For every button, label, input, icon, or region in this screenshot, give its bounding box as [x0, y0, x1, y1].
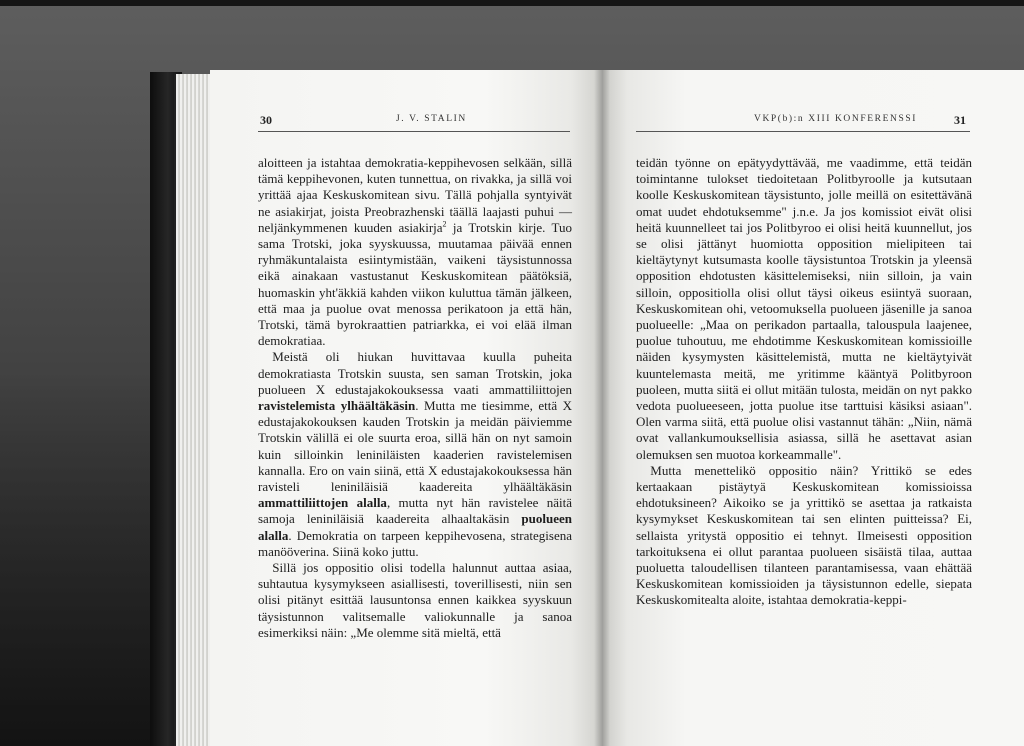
- footnote-marker: 2: [442, 219, 447, 229]
- right-page: [602, 70, 1024, 746]
- emphasized-text: ravistelemista ylhäältäkäsin: [258, 398, 416, 414]
- paragraph: [636, 463, 972, 609]
- emphasized-text: puolueen alalla: [258, 511, 572, 543]
- paragraph: [636, 155, 972, 463]
- left-page-number: 30: [260, 113, 272, 127]
- text-segment: teidän työnne on epätyydyttävää, me vaadimme, että teidän toimintanne tulokset tiedoitetaan Politbyroolle ja kutsutaan koolle Keskuskomitean täysistunto, jolle meillä on esitettävänä omat uudet ehdotuksemme" j.n.e. Ja jos komissiot eivät olisi heitä kuunnelleet tai jos Politbyroo ei olisi heitä kuunnellut, jos se olisi jättänyt huomiotta opposition mielipiteen tai kieltäytynyt kutsumasta koolle täysistuntoa Trotskin ja yleensä opposition ehdotusten käsittelemiseksi, niin silloin, ja vain silloin, oppositiolla olisi ollut täysi oikeus esiintyä suoraan, Keskuskomitean ohi, vetoomuksella puolueen jäsenille ja sanoa puolueelle: „Maa on perikadon partaalla, talouspula laajenee, puolue tuhoutuu, me ehdotimme Keskuskomitean komissioille näiden kysymysten käsittelemistä, mutta ne kieltäytyivät kuuntelemasta meitä, me yritimme kääntyä Politbyroon puoleen, mutta siitä ei ollut mitään tulosta, meidän on nyt pakko vedota puolueeseen, jotta puolue itse tarttuisi käsiksi asiaan". Olen varma siitä, että puolue olisi vastannut tähän: „Niin, nämä ovat vallankumouksellisia asiassa, sillä he asettavat asian olemuksen sen muotoa korkeammalle".: [636, 155, 972, 462]
- right-running-head: VKP(b):n XIII KONFERENSSI: [754, 114, 917, 124]
- background-top-band: [0, 0, 1024, 6]
- background-shadow: [0, 370, 150, 746]
- text-segment: Meistä oli hiukan huvittavaa kuulla puheita demokratiasta Trotskin suusta, sen saman Trotskin, joka puolueen X edustajakokouksessa vaati ammattiliittojen: [258, 349, 572, 397]
- emphasized-text: ammattiliittojen alalla: [258, 495, 387, 511]
- book-gutter-shadow: [594, 70, 610, 746]
- text-segment: . Demokratia on tarpeen keppihevosena, strategisena manööverina. Siinä koko juttu.: [258, 527, 572, 559]
- left-running-head: J. V. STALIN: [396, 114, 467, 124]
- right-body-text: [636, 155, 972, 609]
- text-segment: , mutta nyt hän ravistelee näitä samoja leniniläisiä kaadereita alhaaltakäsin: [258, 495, 572, 527]
- text-segment: aloitteen ja istahtaa demokratia-keppihevosen selkään, sillä tämä keppihevonen, kuten tunnettua, on rivakka, ja sillä voi yrittää ajaa Keskuskomitean sivu. Tällä pohjalla syntyivät ne asiakirjat, joista Preobrazhenski täällä laajasti puhui — neljänkymmenen kuuden asiakirja: [258, 155, 572, 235]
- right-page-number: 31: [954, 113, 966, 127]
- right-head-rule: [636, 131, 970, 132]
- text-segment: . Mutta me tiesimme, että X edustajakokouksen kauden Trotskin ja meidän päiviemme Trotskin välillä ei ole suurta eroa, sillä hän on nyt samoin kuin silloinkin leniniläisten kaaderien ravistelemisen kannalla. Ero on vain siinä, että X edustajakokouksessa hän ravisteli leniniläisiä kaadereita ylhäältäkäsin: [258, 398, 572, 495]
- paragraph: [258, 349, 572, 560]
- open-book: [150, 66, 1024, 746]
- text-segment: Mutta menettelikö oppositio näin? Yrittikö se edes kertaakaan pistäytyä Keskuskomitean komissioissa ehdotuksineen? Aikoiko se ja yrittikö se asettaa ja ratkaista kysymykset Keskuskomitean tai sen elinten puitteissa? Ei, sellaista yritystä oppositio ei tehnyt. Ilmeisesti opposition tarkoituksena ei ollut parantaa puolueen sisäistä tilaa, auttaa puoluetta taloudellisen tilanteen parantamisessa, vaan ehättää Keskuskomitean komissioiden ja täysistunnon edelle, siepata Keskuskomitealta aloite, istahtaa demokratia-keppi-: [636, 462, 972, 608]
- left-page: [210, 70, 602, 746]
- left-head-rule: [258, 131, 570, 132]
- text-segment: ja Trotskin kirje. Tuo sama Trotski, joka syyskuussa, muutamaa päivää ennen ryhmäkuntalaista esiintymistään, vaikeni täysistunnossa eikä ainakaan vastustanut Keskuskomitean päätöksiä, huomaskin yht'äkkiä kahden viikon kuluttua tämän jälkeen, että maa ja puolue ovat menossa perikatoon ja että hän, Trotski, tämä byrokraattien patriarkka, ei voi elää ilman demokratiaa.: [258, 219, 572, 349]
- left-body-text: [258, 155, 572, 641]
- text-segment: Sillä jos oppositio olisi todella halunnut auttaa asiaa, suhtautua kysymykseen asiallisesti, toverillisesti, niin sen olisi pitänyt esittää lausuntonsa ennen kaikkea syyskuun täysistunnon valitsemalle valiokunnalle ja sanoa esimerkiksi näin: „Me olemme sitä mieltä, että: [258, 560, 572, 640]
- paragraph: [258, 155, 572, 349]
- paragraph: [258, 560, 572, 641]
